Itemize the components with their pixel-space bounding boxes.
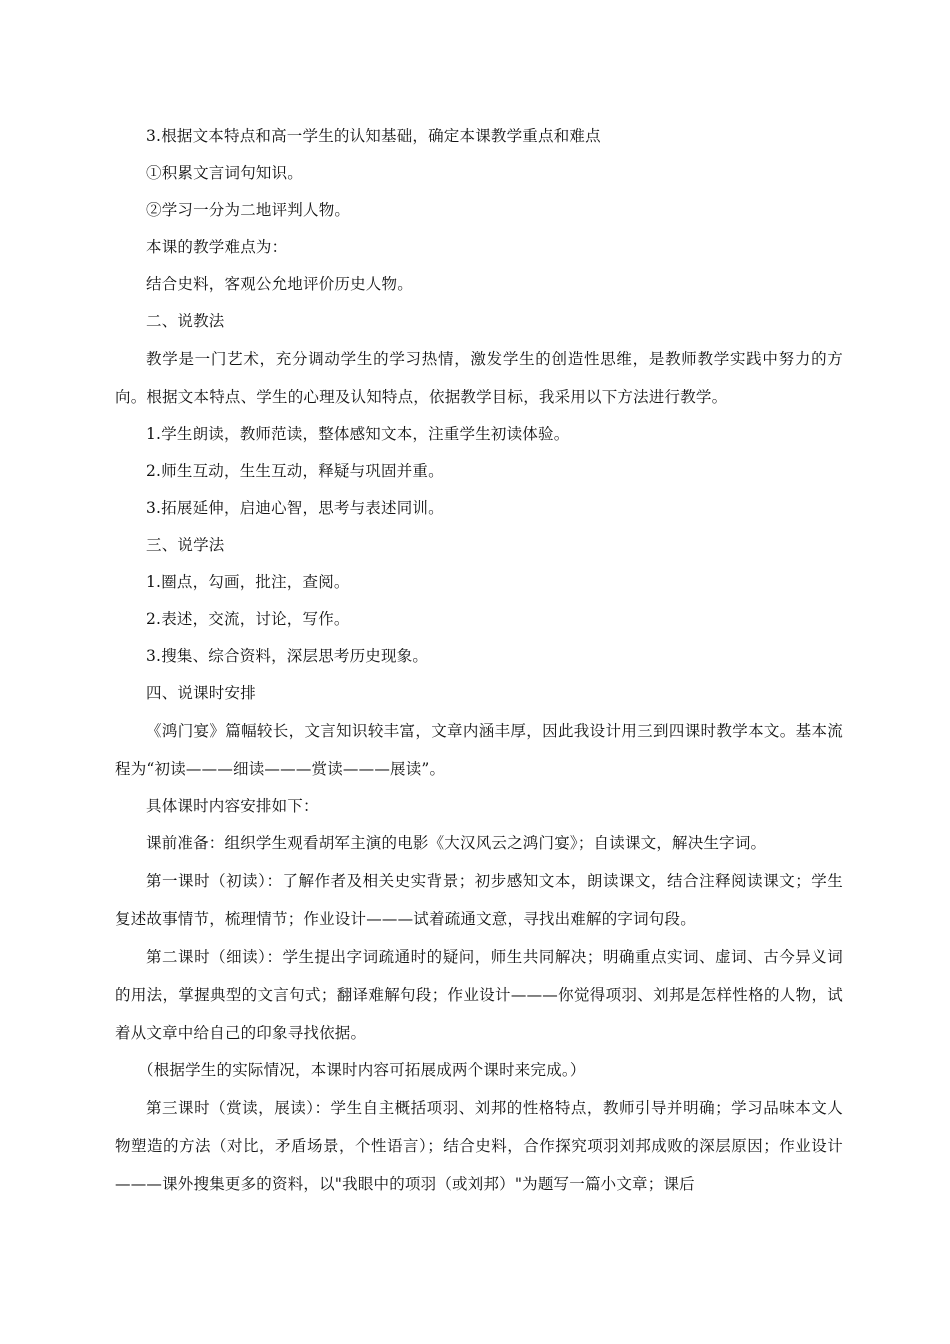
section-heading-learning-method: 三、说学法	[146, 536, 225, 554]
difficulty-heading: 本课的教学难点为：	[146, 238, 288, 256]
learning-method-2: 2.表述，交流，讨论，写作。	[146, 610, 350, 628]
learning-method-3: 3.搜集、综合资料，深层思考历史现象。	[146, 647, 429, 665]
schedule-preparation: 课前准备：组织学生观看胡军主演的电影《大汉风云之鸿门宴》；自读课文，解决生字词。	[146, 834, 767, 852]
section-heading-teaching-method: 二、说教法	[146, 312, 225, 330]
schedule-note: （根据学生的实际情况，本课时内容可拓展成两个课时来完成。）	[138, 1061, 586, 1079]
section-heading-schedule: 四、说课时安排	[146, 684, 256, 702]
teaching-method-3: 3.拓展延伸，启迪心智，思考与表述同训。	[146, 499, 444, 517]
key-point-2: ②学习一分为二地评判人物。	[146, 201, 351, 219]
key-point-1: ①积累文言词句知识。	[146, 164, 304, 182]
key-points-heading: 3.根据文本特点和高一学生的认知基础，确定本课教学重点和难点	[146, 127, 601, 145]
teaching-method-intro: 教学是一门艺术，充分调动学生的学习热情，激发学生的创造性思维，是教师教学实践中努力的方向。根据文本特点、学生的心理及认知特点，依据教学目标，我采用以下方法进行教学。	[115, 350, 843, 406]
difficulty-text: 结合史料，客观公允地评价历史人物。	[146, 275, 413, 293]
document-body	[115, 118, 843, 1203]
schedule-overview: 《鸿门宴》篇幅较长，文言知识较丰富，文章内涵丰厚，因此我设计用三到四课时教学本文。基本流程为“初读———细读———赏读———展读”。	[115, 722, 843, 778]
schedule-lesson-3: 第三课时（赏读，展读）：学生自主概括项羽、刘邦的性格特点，教师引导并明确；学习品味本文人物塑造的方法（对比，矛盾场景，个性语言）；结合史料，合作探究项羽刘邦成败的深层原因；作业设计———课外搜集更多的资料，以"我眼中的项羽（或刘邦）"为题写一篇小文章；课后	[115, 1099, 843, 1193]
teaching-method-1: 1.学生朗读，教师范读，整体感知文本，注重学生初读体验。	[146, 425, 570, 443]
learning-method-1: 1.圈点，勾画，批注，查阅。	[146, 573, 350, 591]
schedule-lesson-2: 第二课时（细读）：学生提出字词疏通时的疑问，师生共同解决；明确重点实词、虚词、古今异义词的用法，掌握典型的文言句式；翻译难解句段；作业设计———你觉得项羽、刘邦是怎样性格的人物，试着从文章中给自己的印象寻找依据。	[115, 948, 843, 1042]
schedule-intro: 具体课时内容安排如下：	[146, 797, 319, 815]
schedule-lesson-1: 第一课时（初读）：了解作者及相关史实背景；初步感知文本，朗读课文，结合注释阅读课文；学生复述故事情节，梳理情节；作业设计———试着疏通文意，寻找出难解的字词句段。	[115, 872, 843, 928]
teaching-method-2: 2.师生互动，生生互动，释疑与巩固并重。	[146, 462, 444, 480]
